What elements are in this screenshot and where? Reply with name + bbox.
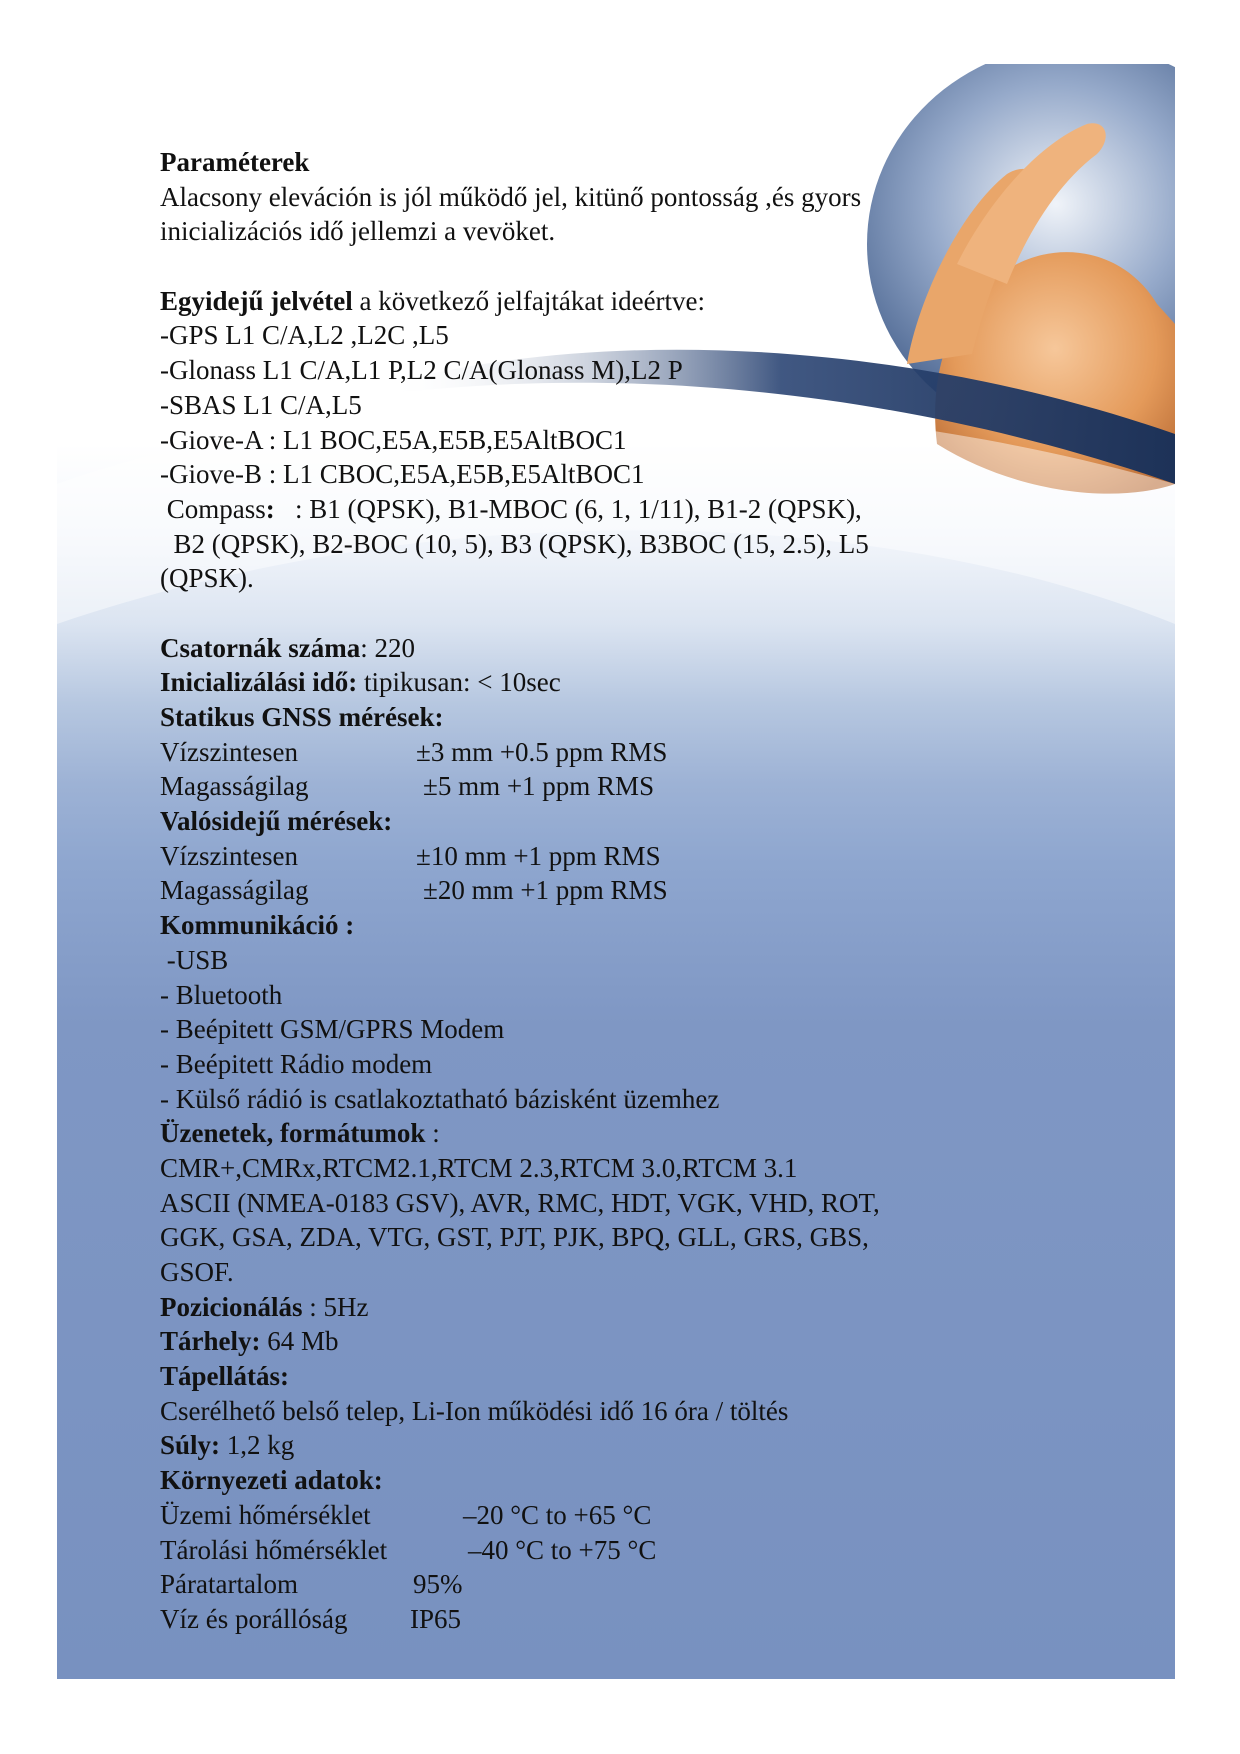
signal-item: -Glonass L1 C/A,L1 P,L2 C/A(Glonass M),L2 P [160, 355, 683, 386]
comm-item: - Bluetooth [160, 979, 283, 1010]
signal-item: -Giove-B : L1 CBOC,E5A,E5B,E5AltBOC1 [160, 459, 645, 490]
spec-row: Magasságilag ±20 mm +1 ppm RMS [160, 875, 668, 906]
comm-item: -USB [160, 944, 229, 975]
spec-row: Magasságilag ±5 mm +1 ppm RMS [160, 771, 655, 802]
spec-sheet [160, 145, 980, 1637]
env-heading: Környezeti adatok: [160, 1465, 383, 1496]
env-row: Páratartalom 95% [160, 1569, 463, 1600]
compass-line-2: B2 (QPSK), B2-BOC (10, 5), B3 (QPSK), B3BOC (15, 2.5), L5 [160, 528, 869, 559]
init-line: Inicializálási idő: tipikusan: < 10sec [160, 667, 561, 698]
signal-item: -Giove-A : L1 BOC,E5A,E5B,E5AltBOC1 [160, 424, 627, 455]
simultaneous-heading: Egyidejű jelvétel a következő jelfajtákat ideértve: [160, 285, 706, 316]
intro-text: Alacsony eleváción is jól működő jel, kitünő pontosság ,és gyors inicializációs idő jellemzi a vevöket. [160, 181, 862, 247]
comm-item: - Külső rádió is csatlakoztatható bázisként üzemhez [160, 1083, 720, 1114]
channels-line: Csatornák száma: 220 [160, 632, 416, 663]
static-heading: Statikus GNSS mérések: [160, 702, 444, 733]
signal-item: -SBAS L1 C/A,L5 [160, 389, 362, 420]
spec-row: Vízszintesen ±10 mm +1 ppm RMS [160, 840, 661, 871]
power-value: Cserélhető belső telep, Li-Ion működési idő 16 óra / töltés [160, 1395, 789, 1426]
page-title: Paraméterek [160, 147, 310, 177]
comm-item: - Beépitett GSM/GPRS Modem [160, 1014, 505, 1045]
env-row: Tárolási hőmérséklet –40 °C to +75 °C [160, 1534, 657, 1565]
comm-heading: Kommunikáció : [160, 910, 355, 941]
messages-line: ASCII (NMEA-0183 GSV), AVR, RMC, HDT, VGK, VHD, ROT, [160, 1187, 880, 1218]
env-row: Víz és porállóság IP65 [160, 1603, 462, 1634]
power-heading: Tápellátás: [160, 1361, 290, 1392]
realtime-heading: Valósidejű mérések: [160, 806, 393, 837]
env-row: Üzemi hőmérséklet –20 °C to +65 °C [160, 1499, 652, 1530]
spec-row: Vízszintesen ±3 mm +0.5 ppm RMS [160, 736, 668, 767]
compass-line-3: (QPSK). [160, 563, 254, 594]
messages-line: GSOF. [160, 1257, 234, 1288]
signal-item: -GPS L1 C/A,L2 ,L2C ,L5 [160, 320, 449, 351]
weight-line: Súly: 1,2 kg [160, 1430, 295, 1461]
storage-line: Tárhely: 64 Mb [160, 1326, 339, 1357]
messages-line: GGK, GSA, ZDA, VTG, GST, PJT, PJK, BPQ, GLL, GRS, GBS, [160, 1222, 869, 1253]
messages-line: CMR+,CMRx,RTCM2.1,RTCM 2.3,RTCM 3.0,RTCM 3.1 [160, 1152, 798, 1183]
positioning-line: Pozicionálás : 5Hz [160, 1291, 369, 1322]
comm-item: - Beépitett Rádio modem [160, 1048, 433, 1079]
compass-line: Compass: : B1 (QPSK), B1-MBOC (6, 1, 1/11), B1-2 (QPSK), [160, 493, 862, 524]
messages-heading: Üzenetek, formátumok : [160, 1118, 440, 1149]
